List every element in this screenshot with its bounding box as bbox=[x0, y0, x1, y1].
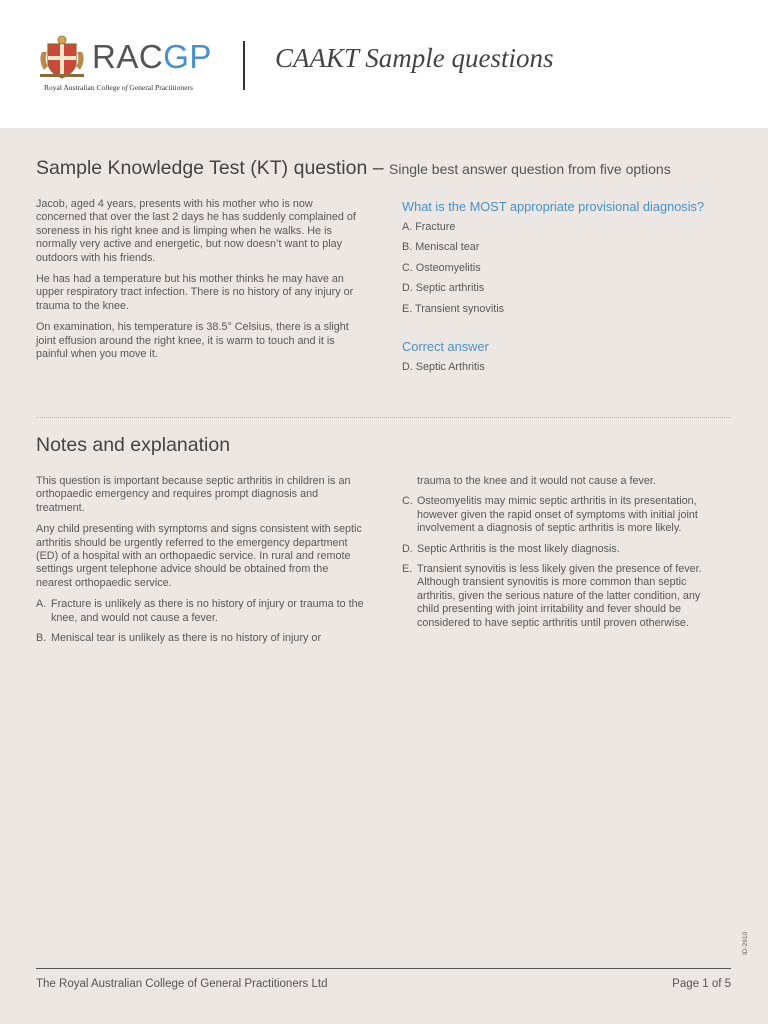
answer-option-a: A. Fracture bbox=[402, 221, 456, 233]
case-paragraph: He has had a temperature but his mother thinks he may have an upper respiratory tract infection. There is no history of any injury or trauma to the knee. bbox=[36, 273, 354, 312]
item-text: Transient synovitis is less likely given the presence of fever. Although transient synovitis is more common than septic arthritis, given the serious nature of the latter condition, any child presenting with joint irritability and fever should be considered to have septic arthritis until proven otherwise. bbox=[417, 563, 702, 629]
logo-subtitle-part-b: General Practitioners bbox=[127, 83, 193, 92]
section-divider bbox=[36, 417, 731, 418]
page-header bbox=[0, 0, 768, 128]
logo-subtitle-of: of bbox=[121, 83, 128, 92]
section-title-sample-question bbox=[36, 157, 671, 180]
document-title: CAAKT Sample questions bbox=[275, 43, 554, 73]
explanation-item-a bbox=[36, 598, 366, 625]
racgp-logo bbox=[92, 40, 212, 73]
item-text: Fracture is unlikely as there is no history of injury or trauma to the knee, and would not cause a fever. bbox=[51, 598, 364, 624]
footer-divider bbox=[36, 968, 731, 969]
item-label: E. bbox=[402, 563, 413, 576]
case-paragraph: On examination, his temperature is 38.5° Celsius, there is a slight joint effusion around the right knee, it is warm to touch and it is painful when you move it. bbox=[36, 321, 349, 361]
logo-subtitle bbox=[44, 83, 193, 92]
correct-answer-text: D. Septic Arthritis bbox=[402, 360, 485, 373]
explanation-item-b bbox=[36, 632, 366, 645]
notes-right-column bbox=[402, 475, 724, 637]
item-text: Meniscal tear is unlikely as there is no history of injury or bbox=[51, 632, 322, 645]
item-text: Septic Arthritis is the most likely diagnosis. bbox=[417, 542, 620, 555]
correct-answer-heading: Correct answer bbox=[402, 338, 489, 354]
footer-organisation: The Royal Australian College of General Practitioners Ltd bbox=[36, 978, 328, 990]
notes-left-column bbox=[36, 475, 366, 652]
case-description bbox=[36, 198, 366, 369]
notes-paragraph: This question is important because septic arthritis in children is an orthopaedic emergency and requires prompt diagnosis and treatment. bbox=[36, 475, 351, 514]
explanation-item-d bbox=[402, 543, 724, 556]
explanation-item-b-continued: trauma to the knee and it would not cause a fever. bbox=[417, 475, 656, 487]
question-heading: What is the MOST appropriate provisional diagnosis? bbox=[402, 199, 705, 214]
notes-paragraph: Any child presenting with symptoms and signs consistent with septic arthritis should be urgently referred to the emergency department (ED) of a hospital with an orthopaedic service. In rural and remote settings urgent telephone advice should be obtained from the nearest orthopaedic service. bbox=[36, 523, 362, 589]
item-text: Osteomyelitis may mimic septic arthritis in its presentation, however given the rapid onset of symptoms with initial joint involvement a diagnosis of septic arthritis is more likely. bbox=[417, 495, 698, 535]
section-subtitle: Single best answer question from five options bbox=[389, 161, 671, 177]
logo-gp-text: GP bbox=[163, 38, 212, 75]
explanation-item-c bbox=[402, 495, 724, 535]
case-paragraph: Jacob, aged 4 years, presents with his mother who is now concerned that over the last 2 days he has suddenly complained of soreness in his right knee and is limping when he walks. He is normally very active and energetic, but now doesn’t want to play outdoors with his friends. bbox=[36, 198, 356, 264]
section-title-notes: Notes and explanation bbox=[36, 434, 231, 456]
question-block bbox=[402, 198, 742, 381]
item-label: A. bbox=[36, 598, 47, 611]
answer-option-c: C. Osteomyelitis bbox=[402, 261, 481, 274]
answer-option-b: B. Meniscal tear bbox=[402, 241, 480, 254]
answer-option-d: D. Septic arthritis bbox=[402, 282, 485, 295]
racgp-crest-icon bbox=[38, 34, 86, 80]
section-title-text: Sample Knowledge Test (KT) question – bbox=[36, 157, 389, 179]
answer-option-e: E. Transient synovitis bbox=[402, 302, 505, 315]
item-label: D. bbox=[402, 542, 413, 555]
page-number: Page 1 of 5 bbox=[672, 978, 731, 990]
document-id: ID-2910 bbox=[742, 931, 749, 955]
item-label: B. bbox=[36, 632, 47, 645]
header-divider bbox=[243, 41, 245, 90]
item-label: C. bbox=[402, 495, 413, 508]
logo-rac-text: RAC bbox=[92, 38, 164, 75]
explanation-item-e bbox=[402, 563, 724, 630]
logo-subtitle-part-a: Royal Australian College bbox=[44, 83, 122, 92]
